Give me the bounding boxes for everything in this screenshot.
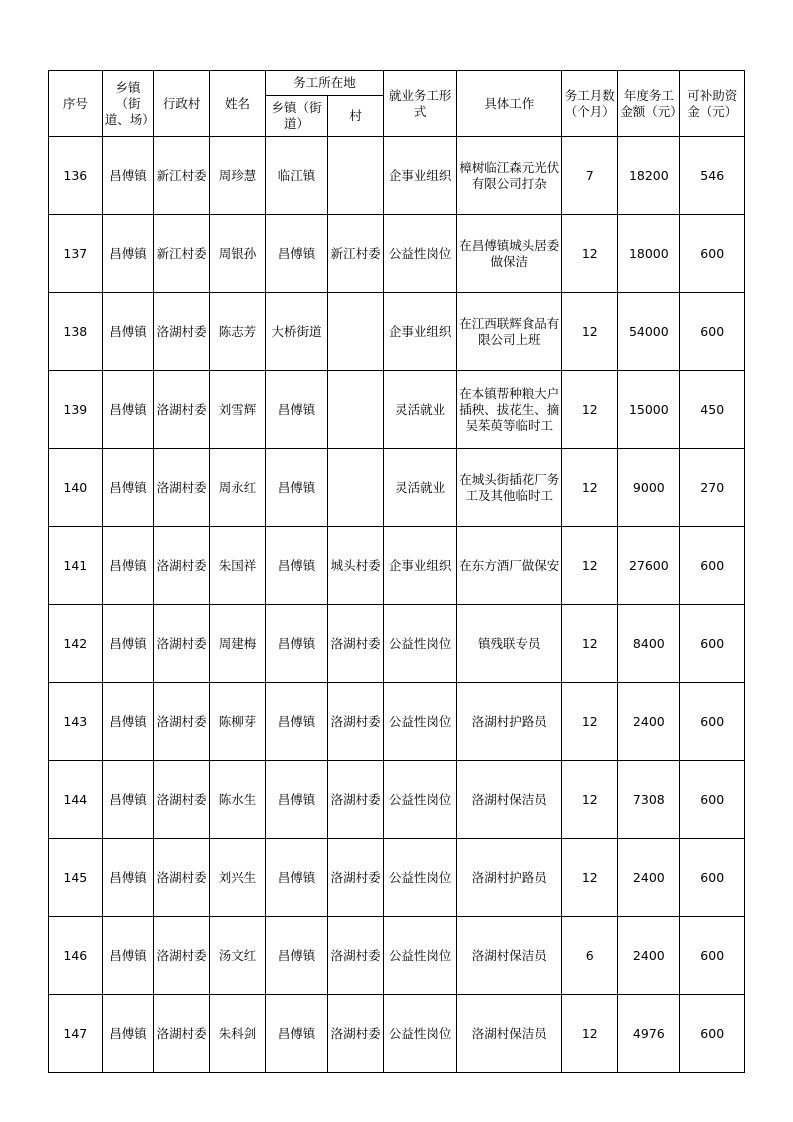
column-header-work-village: 村 <box>328 96 384 137</box>
cell-town: 昌傅镇 <box>102 917 154 995</box>
cell-amount: 7308 <box>618 761 680 839</box>
cell-village: 洛湖村委 <box>154 605 210 683</box>
cell-name: 刘兴生 <box>210 839 266 917</box>
cell-village: 新江村委 <box>154 137 210 215</box>
cell-work-village: 城头村委 <box>328 527 384 605</box>
cell-months: 12 <box>562 839 618 917</box>
cell-form: 公益性岗位 <box>384 683 457 761</box>
cell-work-village: 洛湖村委 <box>328 605 384 683</box>
cell-subsidy: 600 <box>680 839 745 917</box>
cell-work-village: 洛湖村委 <box>328 683 384 761</box>
cell-job: 洛湖村保洁员 <box>457 761 562 839</box>
cell-town: 昌傅镇 <box>102 293 154 371</box>
cell-work-village: 洛湖村委 <box>328 839 384 917</box>
cell-work-village <box>328 137 384 215</box>
column-header-job: 具体工作 <box>457 71 562 137</box>
cell-work-village <box>328 449 384 527</box>
column-header-work-town: 乡镇（街道） <box>265 96 327 137</box>
cell-months: 12 <box>562 449 618 527</box>
cell-months: 6 <box>562 917 618 995</box>
table-row <box>49 215 745 293</box>
cell-work-village: 新江村委 <box>328 215 384 293</box>
cell-village: 洛湖村委 <box>154 839 210 917</box>
cell-seq: 143 <box>49 683 103 761</box>
table-row <box>49 761 745 839</box>
cell-amount: 2400 <box>618 683 680 761</box>
cell-job: 洛湖村护路员 <box>457 683 562 761</box>
cell-town: 昌傅镇 <box>102 371 154 449</box>
column-header-months: 务工月数（个月） <box>562 71 618 137</box>
cell-town: 昌傅镇 <box>102 995 154 1073</box>
column-header-seq: 序号 <box>49 71 103 137</box>
cell-work-town: 昌傅镇 <box>265 761 327 839</box>
cell-subsidy: 450 <box>680 371 745 449</box>
cell-town: 昌傅镇 <box>102 527 154 605</box>
cell-job: 樟树临江森元光伏有限公司打杂 <box>457 137 562 215</box>
cell-town: 昌傅镇 <box>102 761 154 839</box>
cell-form: 灵活就业 <box>384 371 457 449</box>
cell-village: 洛湖村委 <box>154 293 210 371</box>
cell-months: 12 <box>562 761 618 839</box>
cell-job: 镇残联专员 <box>457 605 562 683</box>
cell-seq: 138 <box>49 293 103 371</box>
cell-months: 12 <box>562 371 618 449</box>
cell-name: 陈柳芽 <box>210 683 266 761</box>
cell-job: 在城头街插花厂务工及其他临时工 <box>457 449 562 527</box>
cell-village: 洛湖村委 <box>154 683 210 761</box>
cell-work-town: 昌傅镇 <box>265 605 327 683</box>
cell-village: 洛湖村委 <box>154 917 210 995</box>
cell-months: 12 <box>562 527 618 605</box>
table-row <box>49 995 745 1073</box>
table-row <box>49 137 745 215</box>
cell-name: 周珍慧 <box>210 137 266 215</box>
cell-village: 洛湖村委 <box>154 761 210 839</box>
cell-subsidy: 600 <box>680 215 745 293</box>
cell-amount: 54000 <box>618 293 680 371</box>
cell-form: 公益性岗位 <box>384 761 457 839</box>
cell-form: 公益性岗位 <box>384 839 457 917</box>
cell-amount: 18000 <box>618 215 680 293</box>
cell-work-town: 昌傅镇 <box>265 917 327 995</box>
cell-form: 企事业组织 <box>384 137 457 215</box>
cell-seq: 139 <box>49 371 103 449</box>
cell-name: 周永红 <box>210 449 266 527</box>
cell-name: 周银孙 <box>210 215 266 293</box>
cell-work-village: 洛湖村委 <box>328 761 384 839</box>
cell-amount: 9000 <box>618 449 680 527</box>
column-header-amount: 年度务工金额（元） <box>618 71 680 137</box>
cell-work-town: 昌傅镇 <box>265 839 327 917</box>
table-row <box>49 371 745 449</box>
column-header-work-place: 务工所在地 <box>265 71 383 96</box>
cell-seq: 137 <box>49 215 103 293</box>
cell-job: 洛湖村护路员 <box>457 839 562 917</box>
cell-job: 在本镇帮种粮大户插秧、拔花生、摘吴茱萸等临时工 <box>457 371 562 449</box>
cell-subsidy: 600 <box>680 761 745 839</box>
cell-seq: 145 <box>49 839 103 917</box>
cell-work-town: 昌傅镇 <box>265 995 327 1073</box>
table-row <box>49 293 745 371</box>
cell-amount: 8400 <box>618 605 680 683</box>
cell-name: 朱国祥 <box>210 527 266 605</box>
cell-village: 洛湖村委 <box>154 995 210 1073</box>
cell-subsidy: 600 <box>680 527 745 605</box>
cell-seq: 140 <box>49 449 103 527</box>
cell-amount: 18200 <box>618 137 680 215</box>
cell-village: 洛湖村委 <box>154 371 210 449</box>
cell-name: 汤文红 <box>210 917 266 995</box>
cell-subsidy: 600 <box>680 683 745 761</box>
cell-amount: 2400 <box>618 917 680 995</box>
cell-subsidy: 600 <box>680 605 745 683</box>
table-header <box>49 71 745 137</box>
cell-months: 7 <box>562 137 618 215</box>
cell-work-town: 昌傅镇 <box>265 683 327 761</box>
cell-name: 周建梅 <box>210 605 266 683</box>
cell-name: 刘雪辉 <box>210 371 266 449</box>
cell-subsidy: 270 <box>680 449 745 527</box>
column-header-subsidy: 可补助资金（元） <box>680 71 745 137</box>
cell-seq: 142 <box>49 605 103 683</box>
cell-work-village: 洛湖村委 <box>328 917 384 995</box>
cell-seq: 141 <box>49 527 103 605</box>
cell-work-town: 昌傅镇 <box>265 449 327 527</box>
column-header-name: 姓名 <box>210 71 266 137</box>
cell-seq: 146 <box>49 917 103 995</box>
cell-name: 陈志芳 <box>210 293 266 371</box>
cell-subsidy: 546 <box>680 137 745 215</box>
cell-town: 昌傅镇 <box>102 839 154 917</box>
cell-work-town: 临江镇 <box>265 137 327 215</box>
cell-seq: 136 <box>49 137 103 215</box>
cell-job: 在东方酒厂做保安 <box>457 527 562 605</box>
employment-subsidy-table <box>48 70 745 1073</box>
cell-amount: 15000 <box>618 371 680 449</box>
cell-subsidy: 600 <box>680 293 745 371</box>
table-row <box>49 839 745 917</box>
cell-town: 昌傅镇 <box>102 683 154 761</box>
cell-subsidy: 600 <box>680 917 745 995</box>
cell-town: 昌傅镇 <box>102 215 154 293</box>
cell-work-village: 洛湖村委 <box>328 995 384 1073</box>
cell-months: 12 <box>562 995 618 1073</box>
cell-name: 陈水生 <box>210 761 266 839</box>
cell-subsidy: 600 <box>680 995 745 1073</box>
table-body <box>49 137 745 1073</box>
cell-amount: 2400 <box>618 839 680 917</box>
cell-work-village <box>328 371 384 449</box>
cell-form: 企事业组织 <box>384 293 457 371</box>
column-header-village: 行政村 <box>154 71 210 137</box>
cell-town: 昌傅镇 <box>102 137 154 215</box>
cell-months: 12 <box>562 215 618 293</box>
cell-months: 12 <box>562 605 618 683</box>
cell-form: 公益性岗位 <box>384 995 457 1073</box>
cell-job: 洛湖村保洁员 <box>457 995 562 1073</box>
cell-form: 公益性岗位 <box>384 605 457 683</box>
cell-job: 在江西联辉食品有限公司上班 <box>457 293 562 371</box>
table-row <box>49 527 745 605</box>
cell-amount: 27600 <box>618 527 680 605</box>
cell-seq: 144 <box>49 761 103 839</box>
column-header-town: 乡镇（街道、场） <box>102 71 154 137</box>
cell-work-town: 昌傅镇 <box>265 371 327 449</box>
column-header-form: 就业务工形式 <box>384 71 457 137</box>
table-row <box>49 917 745 995</box>
cell-work-town: 昌傅镇 <box>265 527 327 605</box>
cell-work-town: 大桥街道 <box>265 293 327 371</box>
cell-work-town: 昌傅镇 <box>265 215 327 293</box>
cell-village: 洛湖村委 <box>154 527 210 605</box>
cell-village: 新江村委 <box>154 215 210 293</box>
table-row <box>49 605 745 683</box>
cell-name: 朱科剑 <box>210 995 266 1073</box>
cell-form: 公益性岗位 <box>384 917 457 995</box>
cell-work-village <box>328 293 384 371</box>
cell-form: 公益性岗位 <box>384 215 457 293</box>
cell-job: 洛湖村保洁员 <box>457 917 562 995</box>
cell-months: 12 <box>562 683 618 761</box>
cell-months: 12 <box>562 293 618 371</box>
cell-town: 昌傅镇 <box>102 605 154 683</box>
cell-form: 企事业组织 <box>384 527 457 605</box>
cell-village: 洛湖村委 <box>154 449 210 527</box>
cell-job: 在昌傅镇城头居委做保洁 <box>457 215 562 293</box>
cell-form: 灵活就业 <box>384 449 457 527</box>
table-header-row-1 <box>49 71 745 96</box>
table-row <box>49 683 745 761</box>
table-row <box>49 449 745 527</box>
cell-seq: 147 <box>49 995 103 1073</box>
cell-amount: 4976 <box>618 995 680 1073</box>
cell-town: 昌傅镇 <box>102 449 154 527</box>
